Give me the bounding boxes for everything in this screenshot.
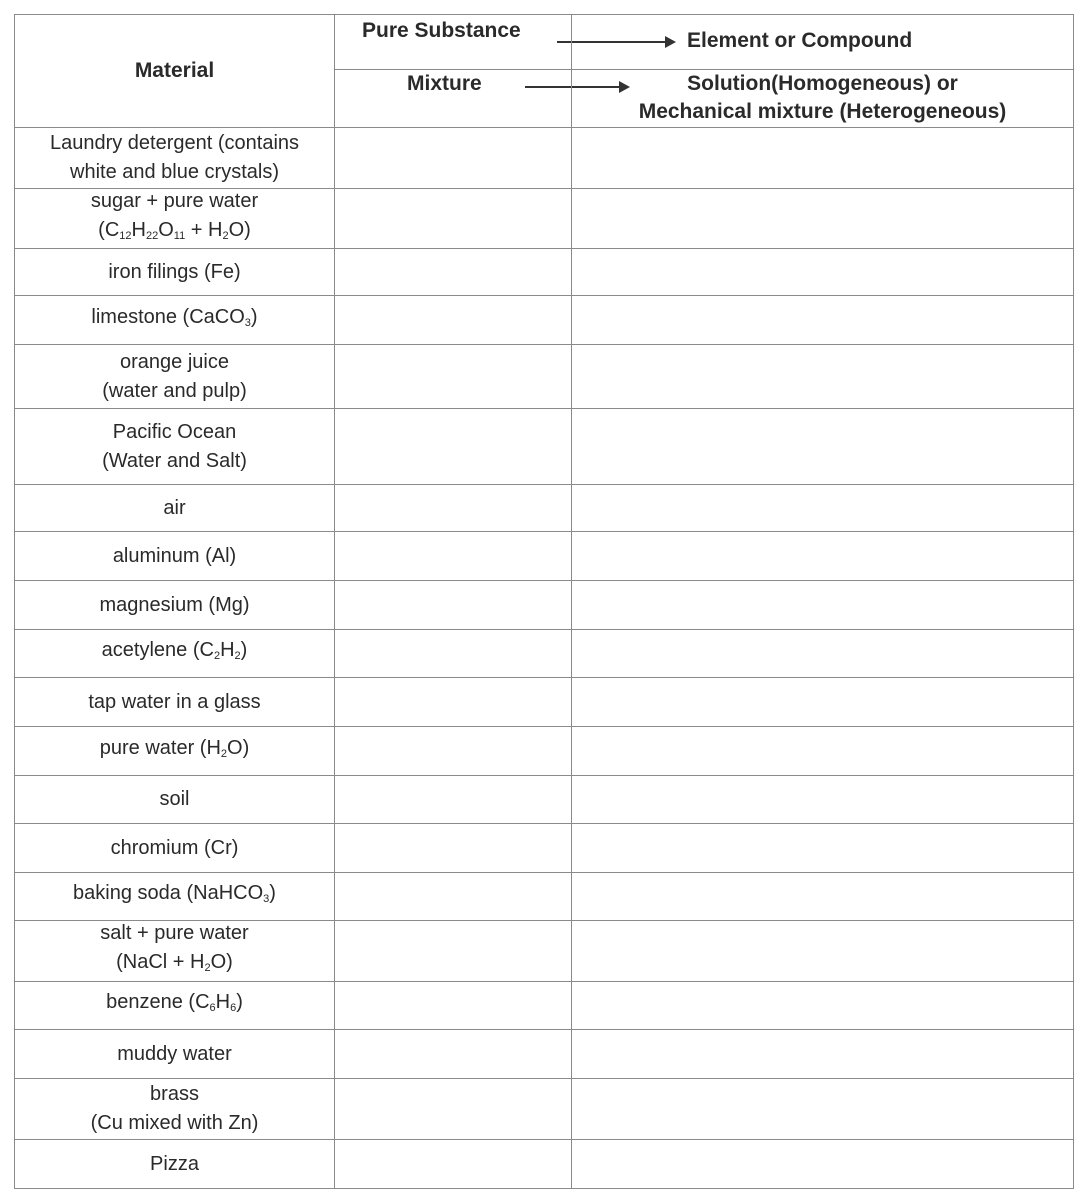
material-label: muddy water (117, 1042, 232, 1065)
pure-or-mixture-cell[interactable] (334, 248, 572, 296)
pure-or-mixture-cell[interactable] (334, 1029, 572, 1079)
material-cell (14, 580, 335, 630)
header-material: Material (134, 59, 215, 82)
material-label: (NaCl + $H_2O$) (116, 951, 233, 974)
material-label: (water and pulp) (102, 379, 247, 402)
pure-or-mixture-cell[interactable] (334, 295, 572, 345)
classification-cell[interactable] (571, 981, 1074, 1030)
material-label: pure water $(H_2O)$ (99, 736, 250, 760)
arrow-right-icon (557, 41, 674, 43)
pure-or-mixture-cell[interactable] (334, 1139, 572, 1189)
pure-or-mixture-cell[interactable] (334, 531, 572, 581)
material-cell (14, 872, 335, 921)
material-cell (14, 1078, 335, 1140)
classification-cell[interactable] (571, 726, 1074, 776)
material-label: benzene $(C_6H_6)$ (106, 991, 243, 1014)
pure-or-mixture-cell[interactable] (334, 1078, 572, 1140)
pure-or-mixture-cell[interactable] (334, 127, 572, 189)
material-label: Pacific Ocean (112, 420, 237, 443)
classification-table (14, 14, 1074, 1188)
material-cell (14, 677, 335, 727)
pure-or-mixture-cell[interactable] (334, 920, 572, 982)
material-label: air (163, 496, 186, 519)
material-label: aluminum (Al) (112, 544, 237, 567)
material-cell (14, 1029, 335, 1079)
classification-cell[interactable] (571, 823, 1074, 873)
header-pure-substance: Pure Substance (362, 19, 521, 42)
pure-or-mixture-cell[interactable] (334, 775, 572, 824)
pure-or-mixture-cell[interactable] (334, 408, 572, 485)
classification-cell[interactable] (571, 775, 1074, 824)
material-label: salt + pure water (100, 922, 249, 944)
material-label: (Cu mixed with Zn) (90, 1112, 259, 1134)
header-mixture-row (334, 69, 1074, 128)
pure-or-mixture-cell[interactable] (334, 726, 572, 776)
classification-cell[interactable] (571, 1078, 1074, 1140)
material-label: tap water in a glass (88, 690, 261, 713)
material-cell (14, 295, 335, 345)
material-cell (14, 248, 335, 296)
header-element-or-compound: Element or Compound (687, 29, 913, 52)
material-cell (14, 920, 335, 982)
classification-cell[interactable] (571, 248, 1074, 296)
material-cell (14, 484, 335, 532)
classification-cell[interactable] (571, 344, 1074, 409)
pure-or-mixture-cell[interactable] (334, 484, 572, 532)
pure-or-mixture-cell[interactable] (334, 981, 572, 1030)
material-label: Pizza (150, 1152, 199, 1175)
classification-cell[interactable] (571, 872, 1074, 921)
pure-or-mixture-cell[interactable] (334, 823, 572, 873)
classification-cell[interactable] (571, 677, 1074, 727)
classification-cell[interactable] (571, 484, 1074, 532)
material-cell (14, 188, 335, 249)
material-label: iron filings (Fe) (108, 260, 241, 283)
material-label: chromium (Cr) (110, 836, 239, 859)
material-cell (14, 726, 335, 776)
pure-or-mixture-cell[interactable] (334, 677, 572, 727)
classification-cell[interactable] (571, 629, 1074, 678)
header-divider (571, 14, 572, 70)
header-mixture: Mixture (407, 72, 482, 95)
header-divider (571, 69, 572, 128)
material-label: magnesium (Mg) (99, 593, 250, 616)
material-label: white and blue crystals) (70, 161, 279, 183)
classification-cell[interactable] (571, 580, 1074, 630)
material-label: Laundry detergent (contains (49, 132, 300, 154)
material-cell (14, 408, 335, 485)
material-label: orange juice (120, 350, 229, 373)
material-label: brass (150, 1083, 199, 1105)
material-cell (14, 823, 335, 873)
header-material-cell (14, 14, 335, 128)
classification-cell[interactable] (571, 295, 1074, 345)
material-label: baking soda (NaHCO$_3$) (73, 882, 276, 905)
classification-cell[interactable] (571, 920, 1074, 982)
pure-or-mixture-cell[interactable] (334, 580, 572, 630)
material-cell (14, 1139, 335, 1189)
material-label: acetylene $(C_2H_2)$ (101, 639, 248, 662)
pure-or-mixture-cell[interactable] (334, 188, 572, 249)
header-solution-line1: Solution(Homogeneous) or (687, 72, 958, 95)
material-cell (14, 127, 335, 189)
classification-cell[interactable] (571, 127, 1074, 189)
header-solution-line2: Mechanical mixture (Heterogeneous) (638, 100, 1007, 123)
classification-cell[interactable] (571, 1029, 1074, 1079)
classification-cell[interactable] (571, 188, 1074, 249)
classification-cell[interactable] (571, 1139, 1074, 1189)
header-pure-substance-row (334, 14, 1074, 70)
material-cell (14, 531, 335, 581)
material-label: (Water and Salt) (102, 449, 247, 472)
material-label: soil (159, 788, 190, 810)
material-cell (14, 981, 335, 1030)
pure-or-mixture-cell[interactable] (334, 629, 572, 678)
material-cell (14, 629, 335, 678)
material-label: sugar + pure water (90, 189, 259, 212)
material-cell (14, 775, 335, 824)
classification-cell[interactable] (571, 408, 1074, 485)
material-cell (14, 344, 335, 409)
material-label: limestone (CaCO$_3$) (91, 305, 258, 329)
material-label: $(C_{12}H_{22}O_{11} + H_2O)$ (98, 218, 251, 242)
classification-cell[interactable] (571, 531, 1074, 581)
pure-or-mixture-cell[interactable] (334, 872, 572, 921)
pure-or-mixture-cell[interactable] (334, 344, 572, 409)
